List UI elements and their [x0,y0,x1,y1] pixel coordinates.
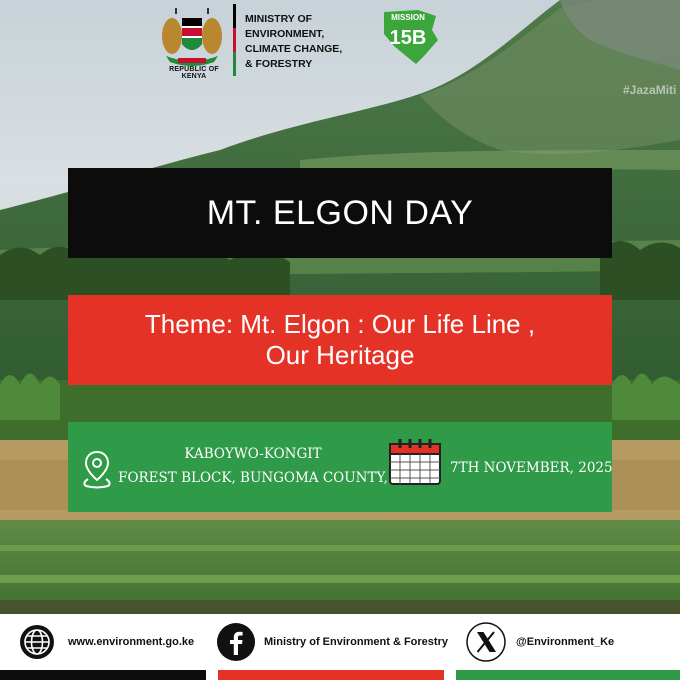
mission-label: MISSION [391,13,425,22]
calendar-icon [386,436,444,488]
location-pin-icon [82,449,112,489]
coat-of-arms-icon [156,4,228,74]
facebook-link[interactable] [216,614,448,670]
theme-banner [68,295,612,385]
hashtag-watermark: #JazaMiti [623,83,677,97]
website-text: www.environment.go.ke [68,636,195,648]
twitter-text: @Environment_Ke [516,636,615,648]
ministry-name: MINISTRY OF ENVIRONMENT, CLIMATE CHANGE, & FORESTRY [245,13,343,70]
title-banner [68,168,612,258]
facebook-icon [216,622,256,662]
footer-strip-red [218,670,444,680]
republic-label: REPUBLIC OF KENYA [169,66,219,80]
event-date: 7TH NOVEMBER, 2025 [450,460,613,476]
footer-strip-black [0,670,206,680]
mission-number: 15B [389,27,427,49]
twitter-link[interactable] [466,614,614,670]
event-theme: Theme: Mt. Elgon : Our Life Line , Our Heritage [144,309,536,370]
facebook-text: Ministry of Environment & Forestry [264,636,448,648]
footer-strip-green [456,670,680,680]
event-title: MT. ELGON DAY [206,193,474,232]
venue-date-banner [68,422,612,512]
kenya-map-icon [378,6,442,68]
website-link[interactable] [18,614,194,670]
x-icon [466,622,506,662]
kenya-flag-divider [233,4,236,76]
globe-icon [18,623,56,661]
event-venue: KABOYWO-KONGIT FOREST BLOCK, BUNGOMA COUNTY, [118,446,388,486]
